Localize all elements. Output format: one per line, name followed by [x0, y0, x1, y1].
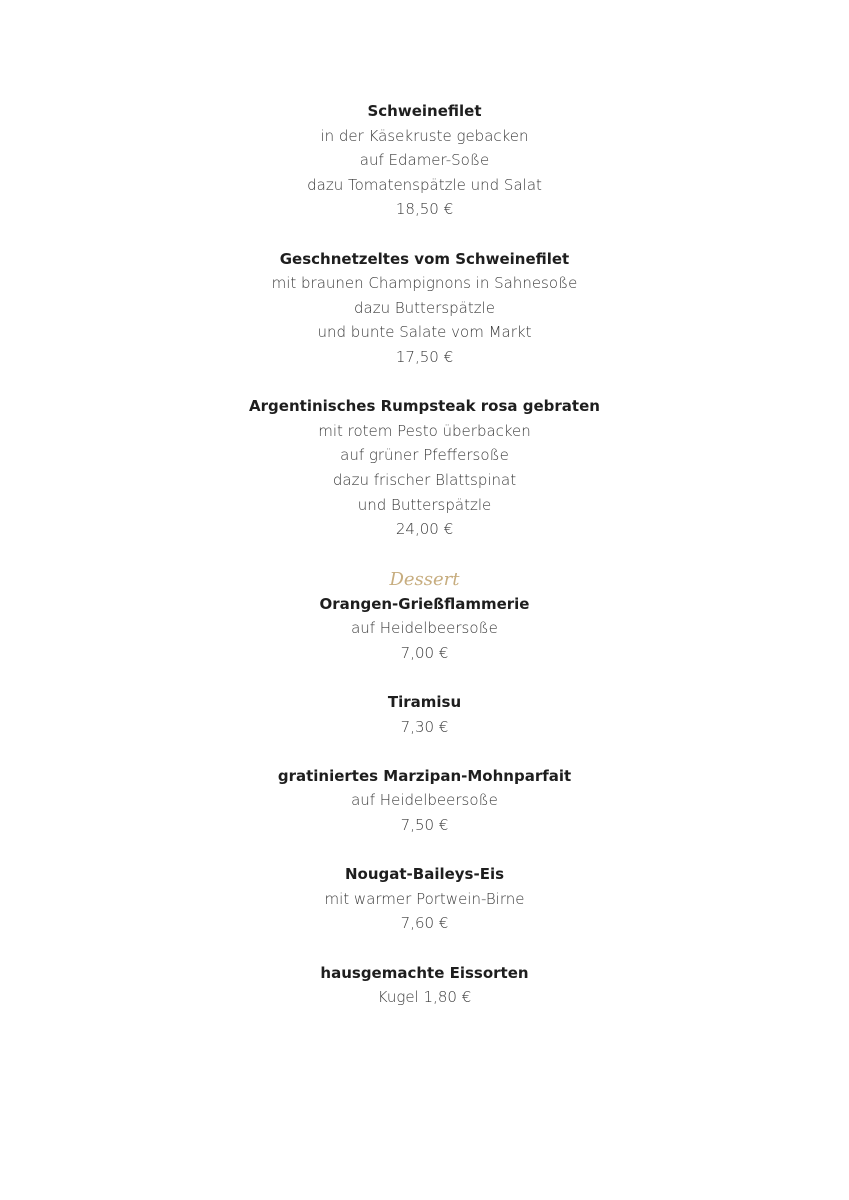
- dish-description: und Butterspätzle: [357, 495, 492, 514]
- dish-description: und bunte Salate vom Markt: [317, 323, 532, 342]
- dish-price: 7,00 €: [400, 643, 449, 662]
- dish-description: dazu frischer Blattspinat: [332, 470, 517, 489]
- dish-price: 7,50 €: [400, 816, 449, 835]
- menu-item-nougat-baileys-eis: [0, 862, 849, 936]
- dish-description: in der Käsekruste gebacken: [320, 126, 529, 145]
- dish-price: 17,50 €: [395, 347, 454, 366]
- dish-name: Tiramisu: [387, 693, 462, 712]
- menu-page: [0, 99, 849, 1034]
- dish-name: Schweinefilet: [367, 102, 482, 120]
- menu-item-griessflammerie: [0, 592, 849, 666]
- dish-price: 7,60 €: [400, 914, 449, 933]
- menu-item-eissorten: [0, 961, 849, 1010]
- dish-name: Nougat-Baileys-Eis: [344, 865, 505, 884]
- dish-price: Kugel 1,80 €: [377, 988, 472, 1007]
- section-title-dessert: Dessert: [389, 568, 460, 590]
- dish-description: auf Edamer-Soße: [359, 151, 490, 170]
- dish-description: mit braunen Champignons in Sahnesoße: [271, 274, 578, 293]
- dish-name: Orangen-Grießflammerie: [319, 594, 530, 613]
- dish-name: hausgemachte Eissorten: [320, 963, 529, 982]
- dish-description: dazu Butterspätzle: [353, 298, 496, 317]
- menu-item-marzipan-mohnparfait: [0, 764, 849, 838]
- dish-description: dazu Tomatenspätzle und Salat: [307, 175, 542, 194]
- dish-description: mit rotem Pesto überbacken: [318, 421, 531, 440]
- menu-item-tiramisu: [0, 690, 849, 739]
- dish-description: auf grüner Pfeffersoße: [340, 446, 509, 465]
- menu-item-rumpsteak: [0, 394, 849, 542]
- dish-description: mit warmer Portwein-Birne: [324, 889, 525, 908]
- menu-item-schweinefilet: [0, 99, 849, 222]
- dish-description: auf Heidelbeersoße: [351, 619, 498, 638]
- dish-price: 24,00 €: [395, 520, 454, 539]
- dessert-section: [0, 592, 849, 1010]
- dish-description: auf Heidelbeersoße: [351, 791, 498, 810]
- dish-name: Geschnetzeltes vom Schweinefilet: [279, 249, 570, 268]
- dish-price: 18,50 €: [395, 200, 454, 219]
- dish-price: 7,30 €: [400, 717, 449, 736]
- dish-name: Argentinisches Rumpsteak rosa gebraten: [249, 397, 600, 416]
- dish-name: gratiniertes Marzipan-Mohnparfait: [277, 766, 572, 785]
- menu-item-geschnetzeltes: [0, 247, 849, 370]
